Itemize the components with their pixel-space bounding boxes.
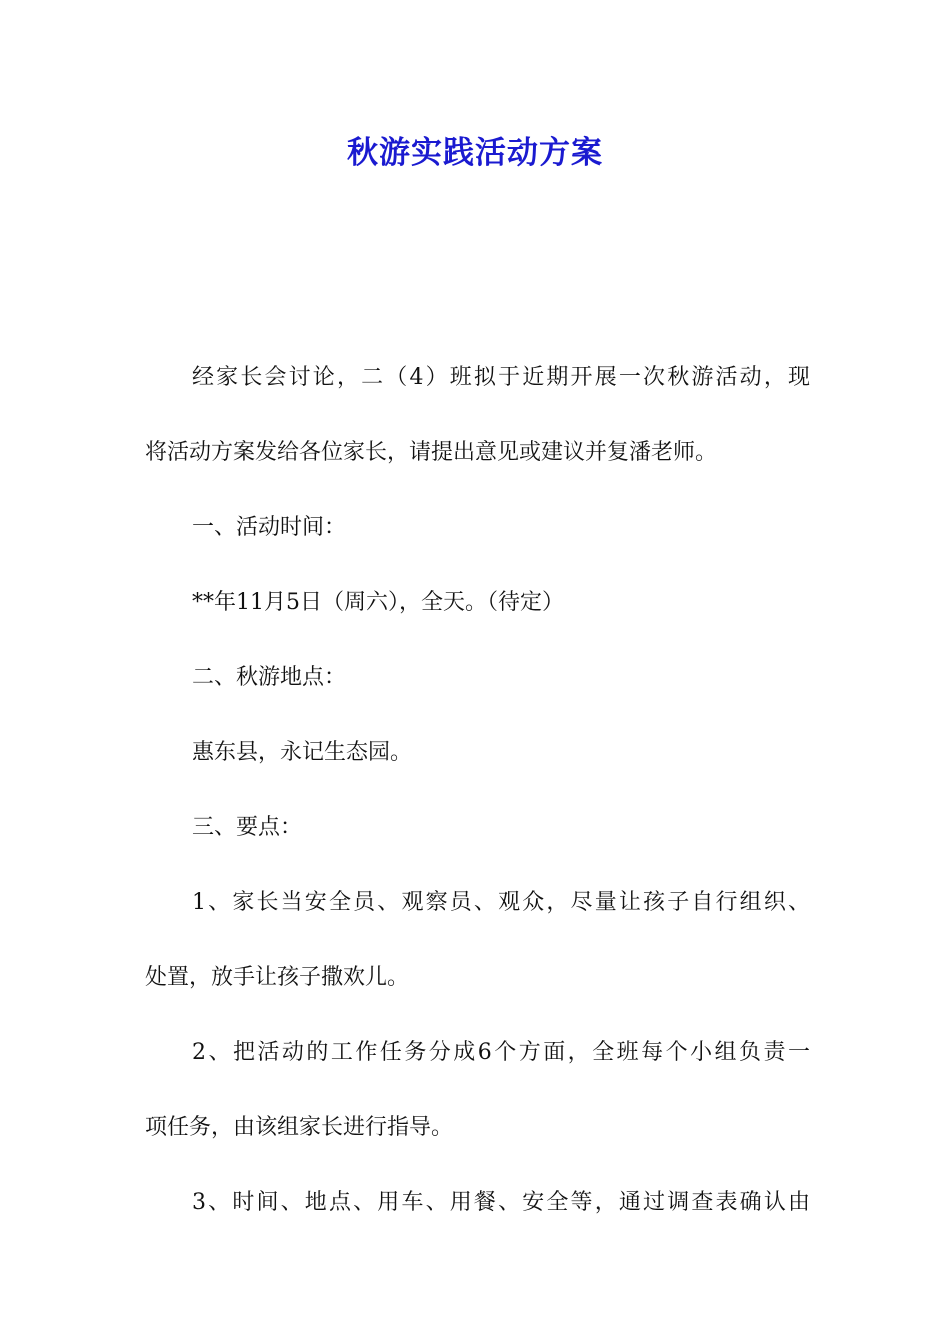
section-heading-location: 二、秋游地点： — [192, 665, 347, 690]
paragraph-line: 处置，放手让孩子撒欢儿。 — [145, 965, 410, 990]
paragraph-line: 将活动方案发给各位家长，请提出意见或建议并复潘老师。 — [145, 440, 718, 465]
paragraph-line: 项任务，由该组家长进行指导。 — [145, 1115, 454, 1140]
paragraph-line: 2、把活动的工作任务分成6个方面，全班每个小组负责一 — [192, 1040, 810, 1065]
section-heading-keypoints: 三、要点： — [192, 815, 303, 840]
paragraph-line: **年11月5日（周六），全天。（待定） — [192, 590, 564, 615]
document-body — [145, 340, 810, 1240]
paragraph-line: 惠东县，永记生态园。 — [192, 740, 413, 765]
section-heading-time: 一、活动时间： — [192, 515, 347, 540]
paragraph-line: 3、时间、地点、用车、用餐、安全等，通过调查表确认由 — [192, 1190, 810, 1215]
paragraph-line: 经家长会讨论，二（4）班拟于近期开展一次秋游活动，现 — [192, 365, 810, 390]
document-title: 秋游实践活动方案 — [347, 135, 603, 171]
paragraph-line: 1、家长当安全员、观察员、观众，尽量让孩子自行组织、 — [192, 890, 810, 915]
